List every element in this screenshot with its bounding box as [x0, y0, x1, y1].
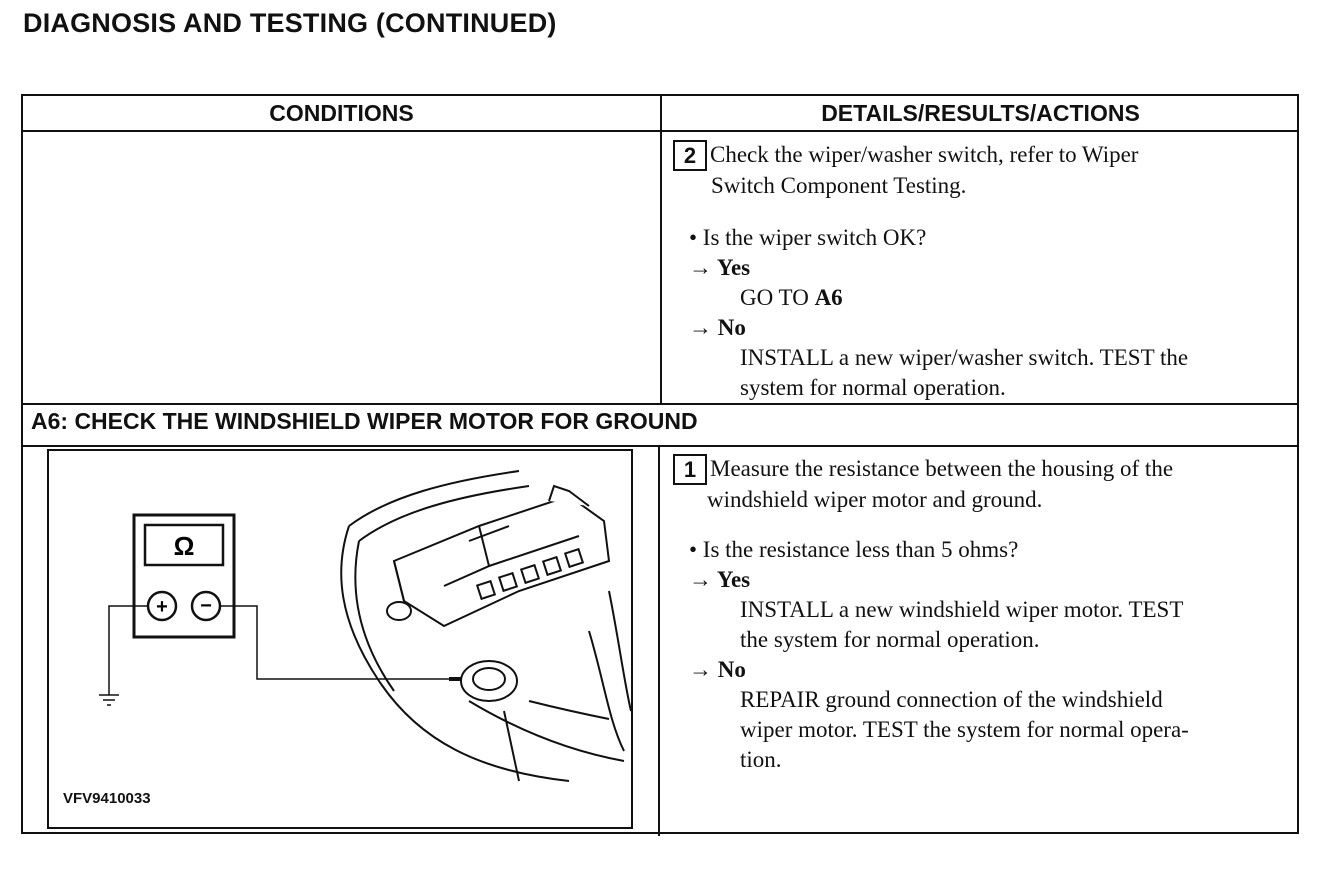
no-label: → No — [689, 315, 746, 340]
step-number-box: 1 — [673, 454, 707, 485]
step-instruction-cont: Switch Component Testing. — [711, 173, 967, 198]
step-1-block — [673, 454, 1293, 775]
yes-action: GO TO A6 — [740, 285, 843, 310]
step-instruction: Check the wiper/washer switch, refer to Wiper — [710, 142, 1139, 167]
column-divider-top — [660, 96, 662, 404]
section-divider-bottom — [23, 445, 1297, 447]
probe-lead — [220, 606, 449, 679]
ohm-symbol: Ω — [173, 531, 195, 561]
section-a6-title: A6: CHECK THE WINDSHIELD WIPER MOTOR FOR GROUND — [31, 408, 698, 434]
step-2-block — [673, 140, 1293, 403]
wiper-motor-figure — [47, 449, 633, 829]
no-label: → No — [689, 657, 746, 682]
no-action-line2: system for normal operation. — [740, 375, 1006, 400]
step-question: • Is the resistance less than 5 ohms? — [689, 537, 1019, 562]
plus-symbol: + — [156, 596, 168, 618]
no-action-line3: tion. — [740, 747, 782, 772]
step-number-box: 2 — [673, 140, 707, 171]
yes-action-line2: the system for normal operation. — [740, 627, 1040, 652]
ground-icon — [99, 695, 119, 705]
ohmmeter-diagram — [49, 451, 631, 827]
column-divider-bottom — [658, 446, 660, 836]
step-question: • Is the wiper switch OK? — [689, 225, 927, 250]
no-action-line1: REPAIR ground connection of the windshield — [740, 687, 1163, 712]
yes-label: → Yes — [689, 567, 751, 592]
no-action-line2: wiper motor. TEST the system for normal opera- — [740, 717, 1189, 742]
no-action-line1: INSTALL a new wiper/washer switch. TEST the — [740, 345, 1189, 370]
diagnosis-table — [21, 94, 1299, 834]
details-header: DETAILS/RESULTS/ACTIONS — [821, 100, 1140, 126]
yes-label: → Yes — [689, 255, 751, 280]
conditions-header: CONDITIONS — [269, 100, 414, 126]
yes-action-line1: INSTALL a new windshield wiper motor. TEST — [740, 597, 1184, 622]
step-instruction: Measure the resistance between the housing of the — [710, 456, 1174, 481]
page-title: DIAGNOSIS AND TESTING (CONTINUED) — [23, 8, 557, 38]
section-divider-top — [23, 403, 1297, 405]
minus-symbol: − — [200, 595, 212, 617]
figure-id: VFV9410033 — [63, 790, 151, 807]
step-instruction-cont: windshield wiper motor and ground. — [707, 487, 1043, 512]
